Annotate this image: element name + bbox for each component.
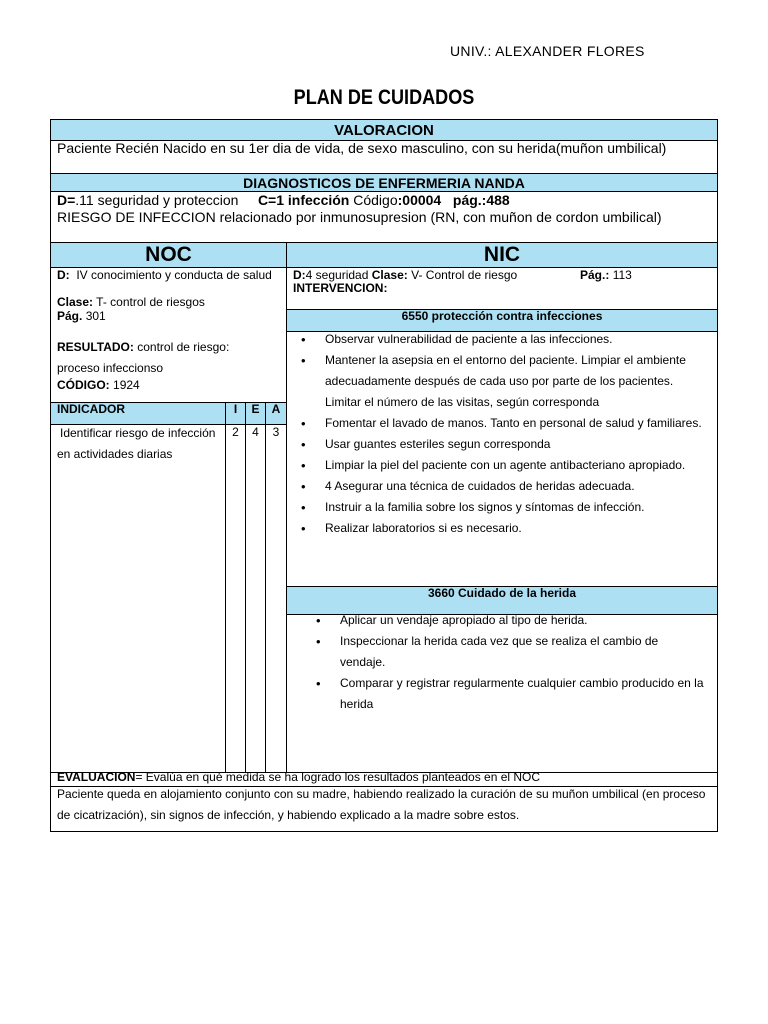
nic-heading: NIC	[483, 243, 521, 266]
noc-resultado-label: RESULTADO:	[57, 340, 134, 354]
diagnosticos-header	[50, 173, 718, 192]
noc-resultado-value: control de riesgo: proceso infeccionso	[57, 340, 230, 375]
intervention-item: • 4 Asegurar una técnica de cuidados de heridas adecuada.	[325, 476, 705, 497]
noc-dominio	[57, 269, 282, 282]
noc-codigo	[57, 379, 282, 393]
nic-clase-value: V- Control de riesgo	[411, 268, 518, 282]
intervention-item: • Instruir a la familia sobre los signos y síntomas de infección.	[325, 497, 705, 518]
noc-clase-value: T- control de riesgos	[96, 295, 205, 309]
indicador-col-rule-2	[245, 402, 246, 772]
nic-section1-list	[325, 329, 705, 539]
diagnostico-riesgo: RIESGO DE INFECCION relacionado por inmunosupresion (RN, con muñon de cordon umbilical)	[57, 209, 662, 225]
diag-d-value: .11 seguridad y proteccion	[75, 192, 239, 208]
intervention-item: • Aplicar un vendaje apropiado al tipo de herida.	[340, 610, 705, 631]
intervention-item: • Limpiar la piel del paciente con un agente antibacteriano apropiado.	[325, 455, 705, 476]
evaluacion-line	[57, 771, 712, 785]
noc-clase-label: Clase:	[57, 295, 94, 309]
noc-clase	[57, 296, 282, 310]
indicador-header: INDICADOR	[57, 402, 125, 416]
valoracion-header	[50, 119, 718, 141]
nic-pag-value: 113	[612, 268, 632, 282]
intervention-item: • Mantener la asepsia en el entorno del paciente. Limpiar el ambiente adecuadamente después de cada uso por parte de los pacientes. Limitar el número de las visitas, según corresponda	[325, 350, 705, 413]
val-i: 2	[232, 425, 239, 439]
noc-pag	[57, 310, 282, 324]
col-a-header: A	[271, 402, 281, 416]
diag-c-label: C=1 infección	[257, 192, 350, 208]
noc-pag-label: Pág.	[57, 309, 83, 323]
nic-intervencion: INTERVENCION:	[293, 281, 388, 295]
nic-section1-title: 6550 protección contra infecciones	[401, 309, 603, 323]
noc-codigo-label: CÓDIGO:	[57, 378, 110, 392]
nic-pag	[580, 269, 632, 283]
nic-section2-list	[340, 610, 705, 715]
intervention-item: • Comparar y registrar regularmente cualquier cambio producido en la herida	[340, 673, 705, 715]
nic-clase-label: Clase:	[371, 268, 408, 282]
noc-resultado	[57, 337, 257, 379]
intervention-item: • Usar guantes esteriles segun corresponda	[325, 434, 705, 455]
indicador-col-rule-3	[265, 402, 266, 772]
diagnostico-line	[57, 192, 712, 208]
intervention-item: • Fomentar el lavado de manos. Tanto en personal de salud y familiares.	[325, 413, 705, 434]
page-title: PLAN DE CUIDADOS	[293, 86, 475, 109]
diag-pag: pág.:488	[452, 192, 510, 208]
val-e: 4	[252, 425, 259, 439]
nic-pag-label: Pág.:	[580, 268, 610, 282]
diag-d-label: D=	[57, 192, 76, 208]
intervention-item: • Inspeccionar la herida cada vez que se realiza el cambio de vendaje.	[340, 631, 705, 673]
intervention-item: • Observar vulnerabilidad de paciente a las infecciones.	[325, 329, 705, 350]
evaluacion-label: EVALUACION	[57, 770, 136, 784]
col-e-header: E	[251, 402, 260, 416]
valoracion-text: Paciente Recién Nacido en su 1er dia de vida, de sexo masculino, con su herida(muñon umbilical)	[57, 140, 667, 156]
university-author: UNIV.: ALEXANDER FLORES	[450, 43, 645, 59]
intervention-item: • Realizar laboratorios si es necesario.	[325, 518, 705, 539]
noc-pag-value: 301	[85, 309, 106, 323]
diag-codigo-label: Código	[353, 192, 398, 208]
diag-codigo-value: :00004	[397, 192, 442, 208]
val-a: 3	[272, 425, 280, 439]
valoracion-heading: VALORACION	[334, 122, 434, 139]
col-i-header: I	[233, 402, 238, 416]
evaluacion-text: = Evalúa en qué medida se ha logrado los resultados planteados en el NOC	[135, 770, 541, 784]
noc-d-value: IV conocimiento y conducta de salud	[76, 268, 272, 282]
noc-d-label: D:	[57, 268, 70, 282]
diagnosticos-heading: DIAGNOSTICOS DE ENFERMERIA NANDA	[243, 175, 525, 191]
nic-d-value: 4 seguridad	[305, 268, 369, 282]
indicador-col-rule-1	[225, 402, 226, 772]
nic-d-label: D:	[293, 268, 306, 282]
evaluacion-detail: Paciente queda en alojamiento conjunto con su madre, habiendo realizado la curación de su muñon umbilical (en proceso de cicatrización), sin signos de infección, y habiendo explicado a la madre sobre estos.	[57, 787, 706, 822]
indicador-text: Identificar riesgo de infección en actividades diarias	[57, 426, 216, 461]
nic-section2-title: 3660 Cuidado de la herida	[427, 586, 577, 600]
noc-codigo-value: 1924	[113, 378, 140, 392]
noc-heading: NOC	[145, 243, 192, 266]
